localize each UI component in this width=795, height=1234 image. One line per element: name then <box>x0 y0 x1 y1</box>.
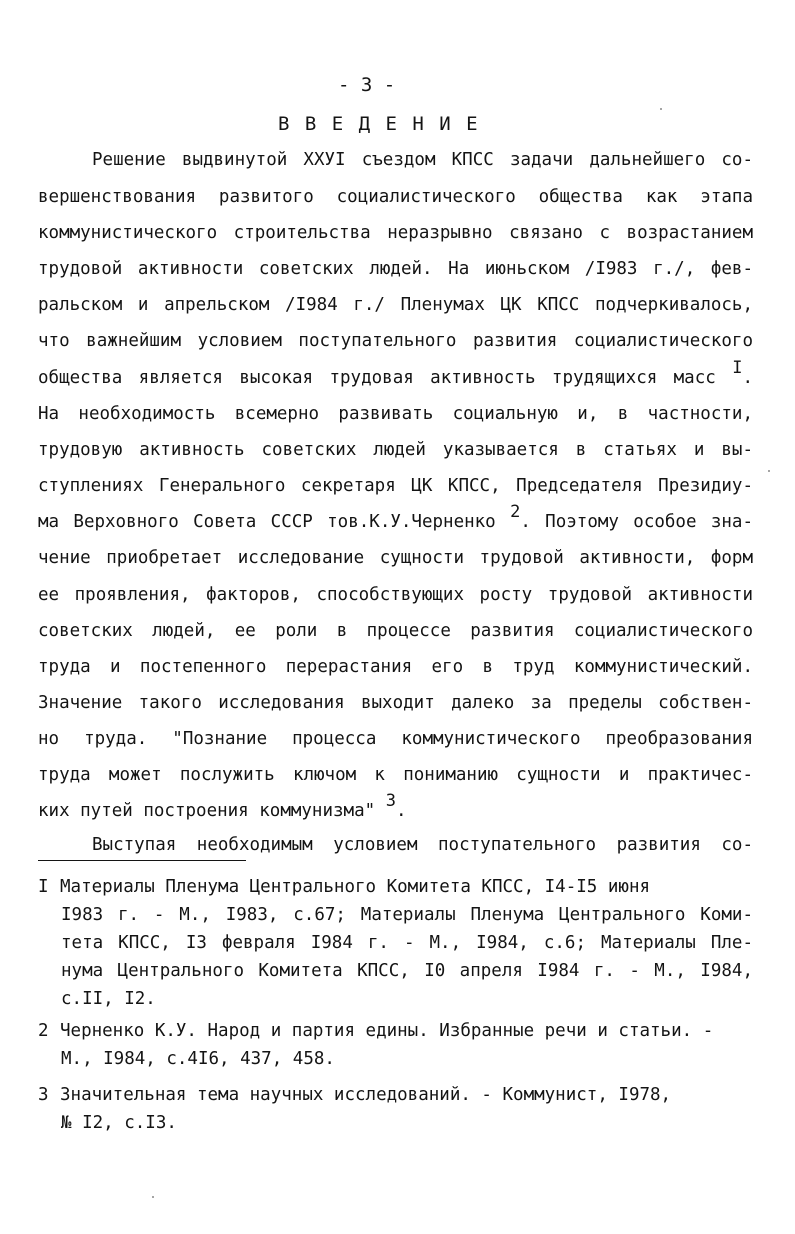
footnote-number: I <box>38 877 49 897</box>
body-line: труда может послужить ключом к пониманию сущности и практичес- <box>38 765 753 785</box>
footnote-mark: I <box>732 358 743 378</box>
footnote-2 <box>38 1020 753 1042</box>
footnote-text: Материалы Пленума Центрального Комитета КПСС, I4-I5 июня <box>60 877 651 897</box>
body-line: советских людей, ее роли в процессе развития социалистического <box>38 621 753 641</box>
footnote-text: № I2, с.I3. <box>61 1113 177 1133</box>
footnote-text: тета КПСС, I3 февраля I984 г. - М., I984, с.6; Материалы Пле- <box>61 933 753 953</box>
body-line: ее проявления, факторов, способствующих росту трудовой активности <box>38 585 753 605</box>
footnote-text: нума Центрального Комитета КПСС, I0 апреля I984 г. - М., I984, <box>61 961 753 981</box>
body-line: трудовой активности советских людей. На июньском /I983 г./, фев- <box>38 259 753 279</box>
footnote-text: с.II, I2. <box>61 989 156 1009</box>
body-line-with-footnote <box>38 502 753 533</box>
footnote-mark: 2 <box>510 502 521 522</box>
footnote-number: 2 <box>38 1021 49 1041</box>
body-line: вершенствования развитого социалистического общества как этапа <box>38 187 753 207</box>
body-line: ступлениях Генерального секретаря ЦК КПСС, Председателя Президиу- <box>38 476 753 496</box>
body-line-text: ких путей построения коммунизма" <box>38 801 376 821</box>
footnote-text: Значительная тема научных исследований. - Коммунист, I978, <box>60 1085 672 1105</box>
footnote-separator <box>38 860 246 861</box>
footnote-number: 3 <box>38 1085 49 1105</box>
footnote-3 <box>38 1084 753 1106</box>
body-line-text: . <box>395 801 407 821</box>
body-line: Выступая необходимым условием поступательного развития со- <box>92 835 753 855</box>
body-line-with-footnote <box>38 791 753 822</box>
body-line-text: общества является высокая трудовая активность трудящихся масс <box>38 368 716 388</box>
scan-speck <box>152 1196 154 1198</box>
footnote-text: I983 г. - М., I983, с.67; Материалы Пленума Центрального Коми- <box>61 905 753 925</box>
body-line: трудовую активность советских людей указывается в статьях и вы- <box>38 440 753 460</box>
page-number: - 3 - <box>338 74 396 96</box>
body-line-text: . Поэтому особое зна- <box>520 512 753 532</box>
scan-speck <box>660 108 662 110</box>
body-line: чение приобретает исследование сущности трудовой активности, форм <box>38 548 753 568</box>
footnote-text: М., I984, с.4I6, 437, 458. <box>61 1049 335 1069</box>
body-line: Значение такого исследования выходит далеко за пределы собствен- <box>38 693 753 713</box>
body-line-with-footnote: общества является высокая трудовая активность трудящихся масс $^I$. <box>38 358 753 388</box>
body-line: На необходимость всемерно развивать социальную и, в частности, <box>38 404 753 424</box>
body-line-text: ма Верховного Совета СССР тов.К.У.Черненко <box>38 512 496 532</box>
body-line: ральском и апрельском /I984 г./ Пленумах ЦК КПСС подчеркивалось, <box>38 295 753 315</box>
scan-speck <box>768 470 770 472</box>
footnote-1 <box>38 876 753 898</box>
body-line: труда и постепенного перерастания его в труд коммунистический. <box>38 657 753 677</box>
footnote-mark: 3 <box>385 791 396 811</box>
body-line: что важнейшим условием поступательного развития социалистического <box>38 331 753 351</box>
page-title: В В Е Д Е Н И Е <box>278 113 480 135</box>
body-line: коммунистического строительства неразрывно связано с возрастанием <box>38 223 753 243</box>
body-line: Решение выдвинутой XXУI съездом КПСС задачи дальнейшего со- <box>92 150 753 170</box>
footnote-text: Черненко К.У. Народ и партия едины. Избранные речи и статьи. - <box>60 1021 714 1041</box>
body-line: но труда. "Познание процесса коммунистического преобразования <box>38 729 753 749</box>
